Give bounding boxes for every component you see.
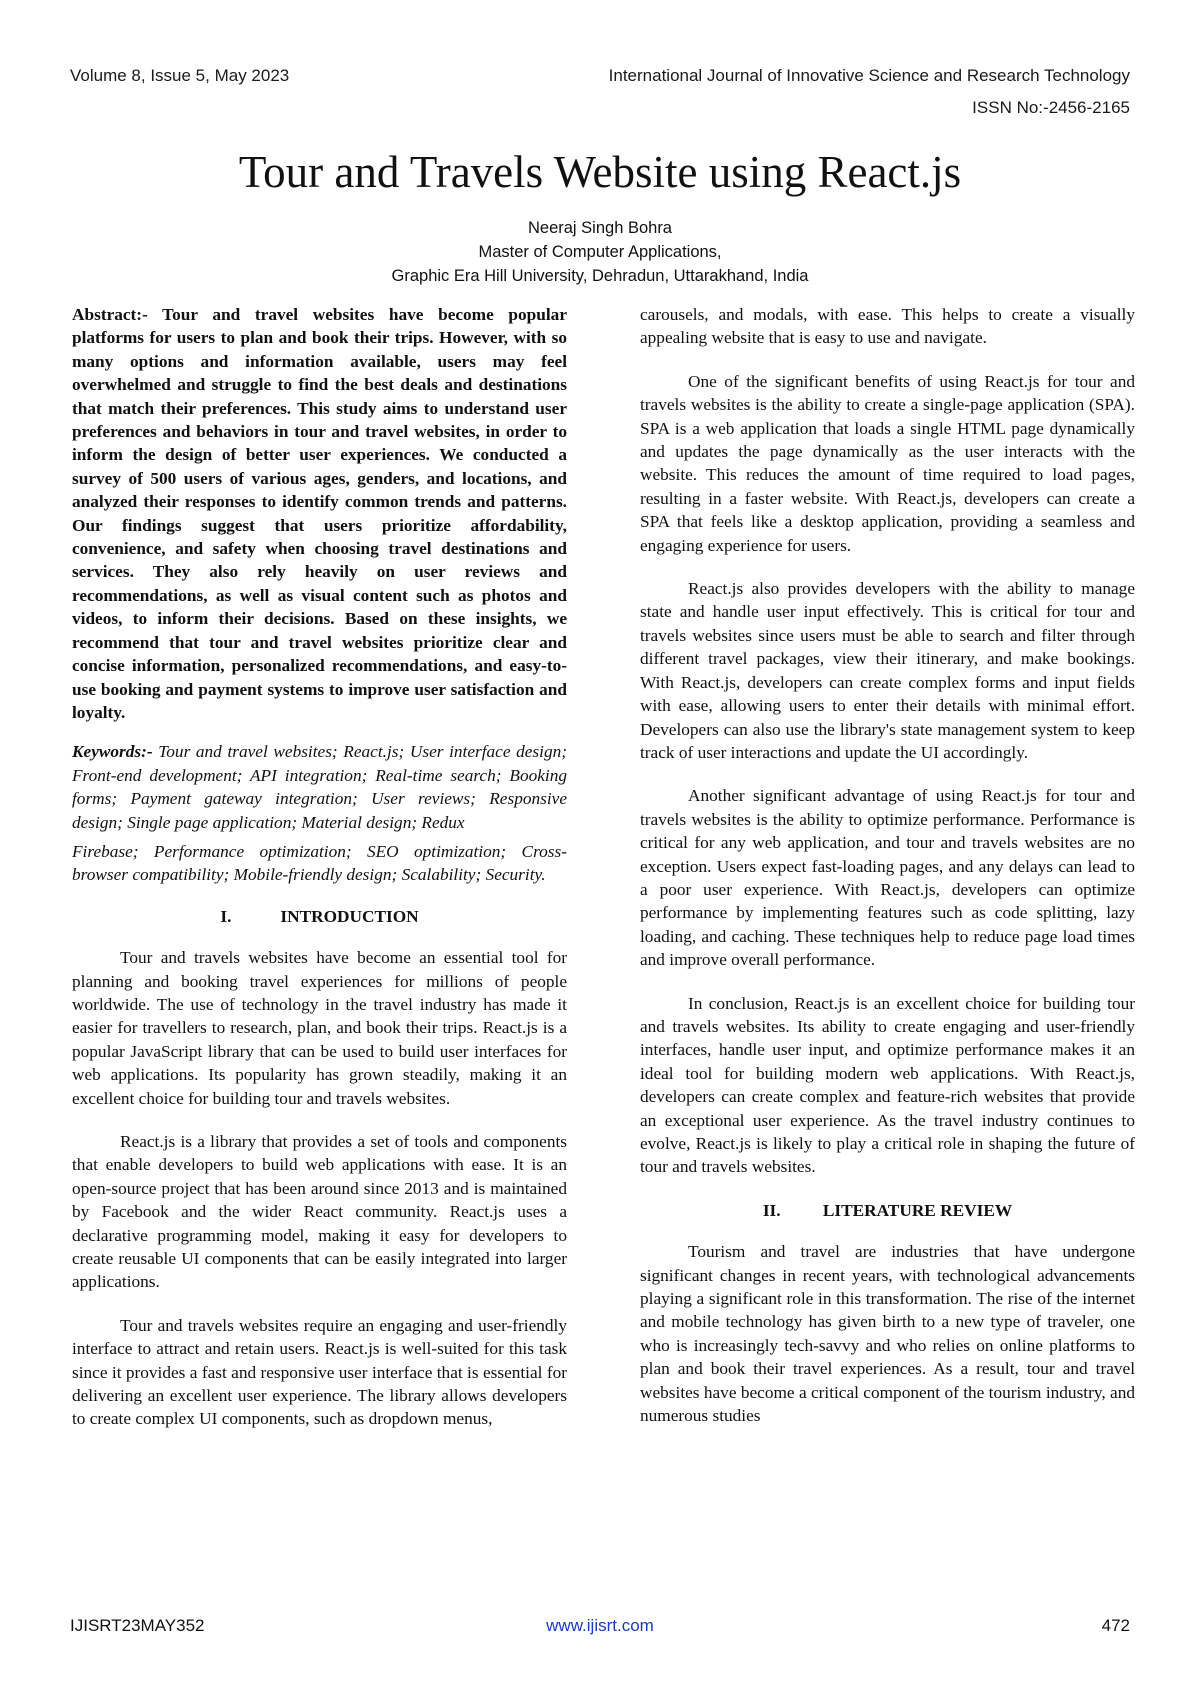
section-title: INTRODUCTION: [280, 906, 419, 926]
keywords: [72, 740, 567, 834]
abstract-text: Tour and travel websites have become popular platforms for users to plan and book their trips. However, with so many options and information available, users may feel overwhelmed and struggle to find the best deals and destinations that match their preferences. This study aims to understand user preferences and behaviors in tour and travel websites, in order to inform the design of better user experiences. We conducted a survey of 500 users of various ages, genders, and locations, and analyzed their responses to identify common trends and patterns. Our findings suggest that users prioritize affordability, convenience, and safety when choosing travel destinations and services. They also rely heavily on user reviews and recommendations, as well as visual content such as photos and videos, to inform their decisions. Based on these insights, we recommend that tour and travel websites prioritize clear and concise information, personalized recommendations, and easy-to-use booking and payment systems to improve user satisfaction and loyalty.: [72, 305, 567, 722]
author-name: Neeraj Singh Bohra: [527, 219, 672, 237]
footer-center: [0, 1616, 1200, 1636]
journal-name: International Journal of Innovative Science and Research Technology: [608, 66, 1130, 85]
intro-paragraph-2: React.js is a library that provides a set of tools and components that enable developers to build web applications with ease. It is an open-source project that has been around since 2013 and is maintained by Facebook and the wider React community. React.js uses a declarative programming model, making it easy for developers to create reusable UI components that can be easily integrated into larger applications.: [72, 1132, 567, 1292]
keywords-label: Keywords:-: [72, 742, 153, 762]
intro-paragraph-6: Another significant advantage of using React.js for tour and travels websites is the ability to optimize performance. Performance is critical for any web application, and tour and travels websites are no exception. Users expect fast-loading pages, and any delays can lead to a poor user experience. With React.js, developers can optimize performance by implementing features such as code splitting, lazy loading, and caching. These techniques help to reduce page load times and improve overall performance.: [640, 786, 1135, 970]
journal-issn: ISSN No:-2456-2165: [972, 98, 1130, 117]
right-column: [640, 303, 1135, 1447]
section-heading-introduction: [72, 905, 567, 928]
journal-website-link[interactable]: www.ijisrt.com: [546, 1616, 654, 1635]
section-number: I.: [220, 906, 232, 926]
author-block: [0, 216, 1200, 288]
keywords-continued: Firebase; Performance optimization; SEO optimization; Cross-browser compatibility; Mobile-friendly design; Scalability; Security.: [72, 841, 567, 885]
literature-paragraph-1: Tourism and travel are industries that have undergone significant changes in recent years, with technological advancements playing a significant role in this transformation. The rise of the internet and mobile technology has given birth to a new type of traveler, one who is increasingly tech-savvy and who relies on online platforms to plan and book their travel experiences. As a result, tour and travel websites have become a critical component of the tourism industry, and numerous studies: [640, 1242, 1135, 1426]
paper-title: Tour and Travels Website using React.js: [238, 147, 962, 197]
author-affiliation: Graphic Era Hill University, Dehradun, Uttarakhand, India: [391, 267, 809, 285]
section-heading-literature-review: [640, 1199, 1135, 1222]
intro-paragraph-5: React.js also provides developers with the ability to manage state and handle user input effectively. This is critical for tour and travels websites since users must be able to search and filter through different travel packages, view their itinerary, and make bookings. With React.js, developers can create complex forms and input fields with ease, allowing users to enter their details with minimal effort. Developers can also use the library's state management system to keep track of user interactions and update the UI accordingly.: [640, 579, 1135, 762]
page-number: 472: [1101, 1616, 1130, 1635]
section-number: II.: [762, 1200, 781, 1220]
intro-paragraph-1: Tour and travels websites have become an essential tool for planning and booking travel experiences for millions of people worldwide. The use of technology in the travel industry has made it easier for travellers to research, plan, and book their trips. React.js is a popular JavaScript library that can be used to build user interfaces for web applications. Its popularity has grown steadily, making it an excellent choice for building tour and travels websites.: [72, 948, 567, 1108]
paper-id: IJISRT23MAY352: [70, 1616, 205, 1635]
abstract: [72, 303, 567, 724]
intro-paragraph-4: One of the significant benefits of using React.js for tour and travels websites is the ability to create a single-page application (SPA). SPA is a web application that loads a single HTML page dynamically and updates the page dynamically as the user interacts with the website. This reduces the amount of time required to load pages, resulting in a faster website. With React.js, developers can create a SPA that feels like a desktop application, providing a seamless and engaging experience for users.: [640, 371, 1135, 555]
keywords-text: Tour and travel websites; React.js; User interface design; Front-end development; API integration; Real-time search; Booking forms; Payment gateway integration; User reviews; Responsive design; Single page application; Material design; Redux: [72, 742, 567, 832]
intro-paragraph-3: Tour and travels websites require an engaging and user-friendly interface to attract and retain users. React.js is well-suited for this task since it provides a fast and responsive user interface that is essential for delivering an excellent user experience. The library allows developers to create complex UI components, such as dropdown menus,: [72, 1315, 567, 1429]
left-column: [72, 303, 567, 1451]
abstract-label: Abstract:-: [72, 305, 148, 324]
author-degree: Master of Computer Applications,: [478, 243, 722, 261]
intro-paragraph-7: In conclusion, React.js is an excellent choice for building tour and travels websites. Its ability to create engaging and user-friendly interfaces, handle user input, and optimize performance makes it an ideal tool for building modern web applications. With React.js, developers can create complex and feature-rich websites that provide an exceptional user experience. As the travel industry continues to evolve, React.js is likely to play a critical role in shaping the future of tour and travels websites.: [640, 993, 1135, 1177]
section-title: LITERATURE REVIEW: [822, 1200, 1013, 1220]
intro-paragraph-3-continued: carousels, and modals, with ease. This helps to create a visually appealing website that is easy to use and navigate.: [640, 305, 1135, 348]
journal-volume: Volume 8, Issue 5, May 2023: [70, 66, 290, 85]
